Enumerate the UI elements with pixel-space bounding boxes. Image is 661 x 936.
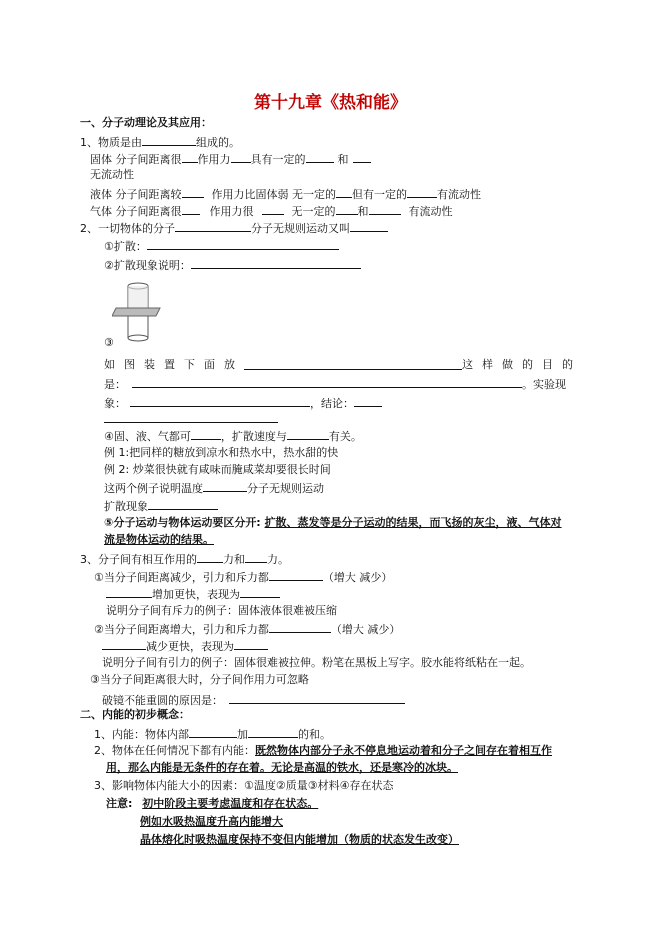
blank [147,238,339,250]
blank [106,586,152,598]
liquid-text: 作用力比固体弱 无一定的 [211,188,336,201]
blank [350,220,388,232]
diffusion-phenomenon [104,498,218,514]
blank [269,621,331,633]
force-1-example: 说明分子间有斥力的例子：固体液体很难被压缩 [106,604,337,617]
q3-text: 力和 [223,553,245,566]
force-text: ①当分子间距离减少，引力和斥力都 [94,571,269,584]
blank [262,203,284,215]
blank [407,186,437,198]
q1-text: 1、物质是由 [80,136,142,149]
force-1 [94,569,392,585]
circled-3: ③ [104,336,114,349]
ie-bold-text: 既然物体内部分子永不停息地运动着和分子之间存在着相互作 [255,744,552,757]
blank [287,428,329,440]
liquid-line [90,186,481,202]
blank-line [104,422,278,423]
q1-line [80,134,240,150]
blank [336,203,358,215]
internal-energy-always [94,744,552,758]
item5-line-2: 流是物体运动的结果。 [104,533,214,546]
blank [182,186,204,198]
blank [269,569,323,581]
force-2-cont [102,638,268,654]
blank [248,726,298,738]
exp-text: 这样做的目的 [462,358,582,371]
example-1: 例 1:把同样的糖放到凉水和热水中，热水甜的快 [104,446,339,459]
q2-line [80,220,388,236]
blank [148,498,218,510]
force-3: ③当分子间距离很大时，分子间作用力可忽略 [90,673,309,686]
blank [130,395,310,407]
q3-line [80,551,289,567]
diff-expl-text: ②扩散现象说明： [104,259,191,272]
blank [234,638,268,650]
gas-line [90,203,453,219]
exp-text: ，结论： [310,397,354,410]
blank [102,638,146,650]
example-conclusion [104,480,324,496]
force-2-example: 说明分子间有引力的例子：固体很难被拉伸。粉笔在黑板上写字。胶水能将纸粘在一起。 [102,656,531,669]
internal-energy-def [94,726,331,742]
force-1-cont [106,586,280,602]
item4-text: 有关。 [328,430,362,443]
diffusion-def [104,238,339,254]
solid-text: 作用力 [197,153,231,166]
blank [182,151,198,163]
item4-text: ④固、液、气都可 [104,430,191,443]
blank [369,203,401,215]
blank [197,551,223,563]
blank [353,151,371,163]
force-text: 增加更快，表现为 [152,588,240,601]
item5-head: ⑤分子运动与物体运动要区分开: [104,516,261,529]
gas-text: 无一定的 [291,205,336,218]
item4-text: ，扩散速度与 [220,430,287,443]
note-line [106,797,318,811]
ie-text: 加 [237,728,248,741]
q1-tail: 组成的。 [196,136,240,149]
blank [306,151,334,163]
solid-line [90,151,371,167]
force-3-example [102,692,405,708]
conc-text: 这两个例子说明温度 [104,482,203,495]
blank [189,726,237,738]
force-text: 减少更快，表现为 [146,640,234,653]
force-text: 破镜不能重圆的原因是： [102,694,223,707]
force-2 [94,621,400,637]
diff-phen-text: 扩散现象 [104,500,148,513]
blank [191,257,361,269]
chapter-title: 第十九章《热和能》 [254,93,407,113]
blank [182,203,200,215]
diff-def-text: ①扩散： [104,240,147,253]
gas-text: 气体 分子间距离很 [90,205,182,218]
item5-body: 扩散、蒸发等是分子运动的结果，而飞扬的灰尘，液、气体对 [264,516,562,529]
note-head: 注意: [106,797,133,810]
exp-text: 如图装置下面放 [104,358,244,371]
solid-text: 固体 分子间距离很 [90,153,182,166]
exp-text: 象： [104,397,126,410]
gas-text: 有流动性 [408,205,453,218]
gas-text: 作用力很 [209,205,254,218]
note-body: 初中阶段主要考虑温度和存在状态。 [142,797,319,810]
liquid-text: 液体 分子间距离较 [90,188,182,201]
q2-text: 2、一切物体的分子 [80,222,175,235]
blank [231,151,251,163]
conc-text: 分子无规则运动 [247,482,324,495]
internal-energy-always-2: 用，那么内能是无条件的存在着。无论是高温的铁水，还是寒冷的冰块。 [106,761,458,774]
blank [132,376,522,388]
liquid-text: 有流动性 [437,188,481,201]
blank [240,586,280,598]
item4-line [104,428,362,444]
diffusion-apparatus-figure [112,278,164,344]
force-text: ②当分子间距离增大，引力和斥力都 [94,623,269,636]
blank [229,692,405,704]
blank [191,428,221,440]
blank [244,358,462,370]
blank [203,480,247,492]
experiment-line-3 [104,395,382,411]
ie-text: 1、内能：物体内部 [94,728,189,741]
q2-text: 分子无规则运动又叫 [251,222,350,235]
example-2: 例 2: 炒菜很快就有咸味而腌咸菜却要很长时间 [104,463,331,476]
liquid-text: 但有一定的 [352,188,407,201]
blank [245,551,267,563]
ie-text: 的和。 [298,728,331,741]
note-example-1: 例如水吸热温度升高内能增大 [140,815,283,828]
experiment-line-2 [104,376,566,392]
exp-text: 是： [104,378,126,391]
influence-factors: 3、影响物体内能大小的因素：①温度②质量③材料④存在状态 [94,779,394,792]
blank [175,220,251,232]
blank [336,186,352,198]
section2-heading: 二、内能的初步概念： [80,708,190,721]
blank [142,134,196,146]
gas-text: 和 [357,205,369,218]
section1-heading: 一、分子动理论及其应用： [80,116,212,129]
q3-text: 3、分子间有相互作用的 [80,553,197,566]
exp-text: 。实验现 [522,378,566,391]
note-example-2: 晶体熔化时吸热温度保持不变但内能增加（物质的状态发生改变） [140,833,459,846]
ie-text: 2、物体在任何情况下都有内能： [94,744,255,757]
solid-text: 具有一定的 [250,153,306,166]
experiment-line-1 [104,358,582,372]
blank [354,395,382,407]
force-text: （增大 减少） [330,623,401,636]
force-text: （增大 减少） [322,571,393,584]
solid-text: 和 [337,153,349,166]
q3-text: 力。 [267,553,289,566]
solid-tail: 无流动性 [90,168,134,181]
diffusion-explain [104,257,361,273]
item5-line [104,516,562,530]
